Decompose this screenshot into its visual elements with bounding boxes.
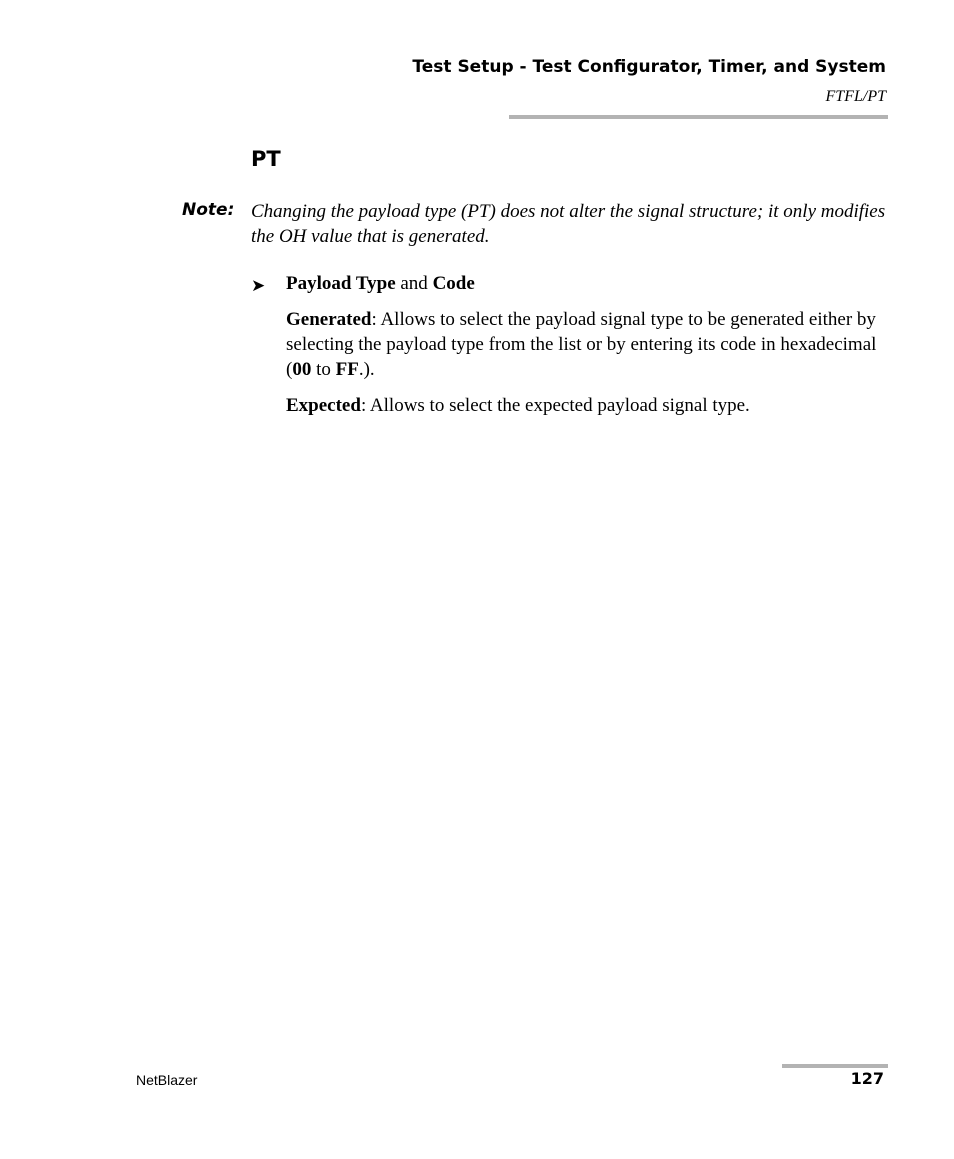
footer-product-name: NetBlazer xyxy=(136,1072,198,1088)
expected-term: Expected xyxy=(286,395,361,416)
note-label: Note: xyxy=(182,200,235,220)
expected-text: : Allows to select the expected payload signal type. xyxy=(360,395,750,416)
section-title: PT xyxy=(251,147,281,171)
generated-term: Generated xyxy=(286,309,372,330)
section-path: FTFL/PT xyxy=(825,88,886,105)
generated-text-end: .). xyxy=(358,359,375,380)
bullet-term-payload-type: Payload Type xyxy=(286,273,396,294)
footer-divider xyxy=(782,1064,888,1068)
chapter-title: Test Setup - Test Configurator, Timer, and System xyxy=(412,57,886,77)
generated-code-start: 00 xyxy=(292,359,312,380)
bullet-arrow-icon: ➤ xyxy=(251,276,266,296)
generated-code-end: FF xyxy=(335,359,359,380)
bullet-term-code: Code xyxy=(432,273,475,294)
page-number: 127 xyxy=(850,1069,884,1088)
bullet-heading xyxy=(286,271,475,296)
generated-text-mid: to xyxy=(311,359,336,380)
header-divider xyxy=(509,115,888,119)
generated-paragraph xyxy=(286,307,888,382)
generated-text: : Allows to select the payload signal type to be generated either by selecting the payload type from the list or by entering its code in hexadecimal ( xyxy=(286,309,877,380)
note-text: Changing the payload type (PT) does not alter the signal structure; it only modifies the OH value that is generated. xyxy=(251,201,886,247)
expected-paragraph xyxy=(286,393,888,418)
bullet-connector: and xyxy=(395,273,433,294)
